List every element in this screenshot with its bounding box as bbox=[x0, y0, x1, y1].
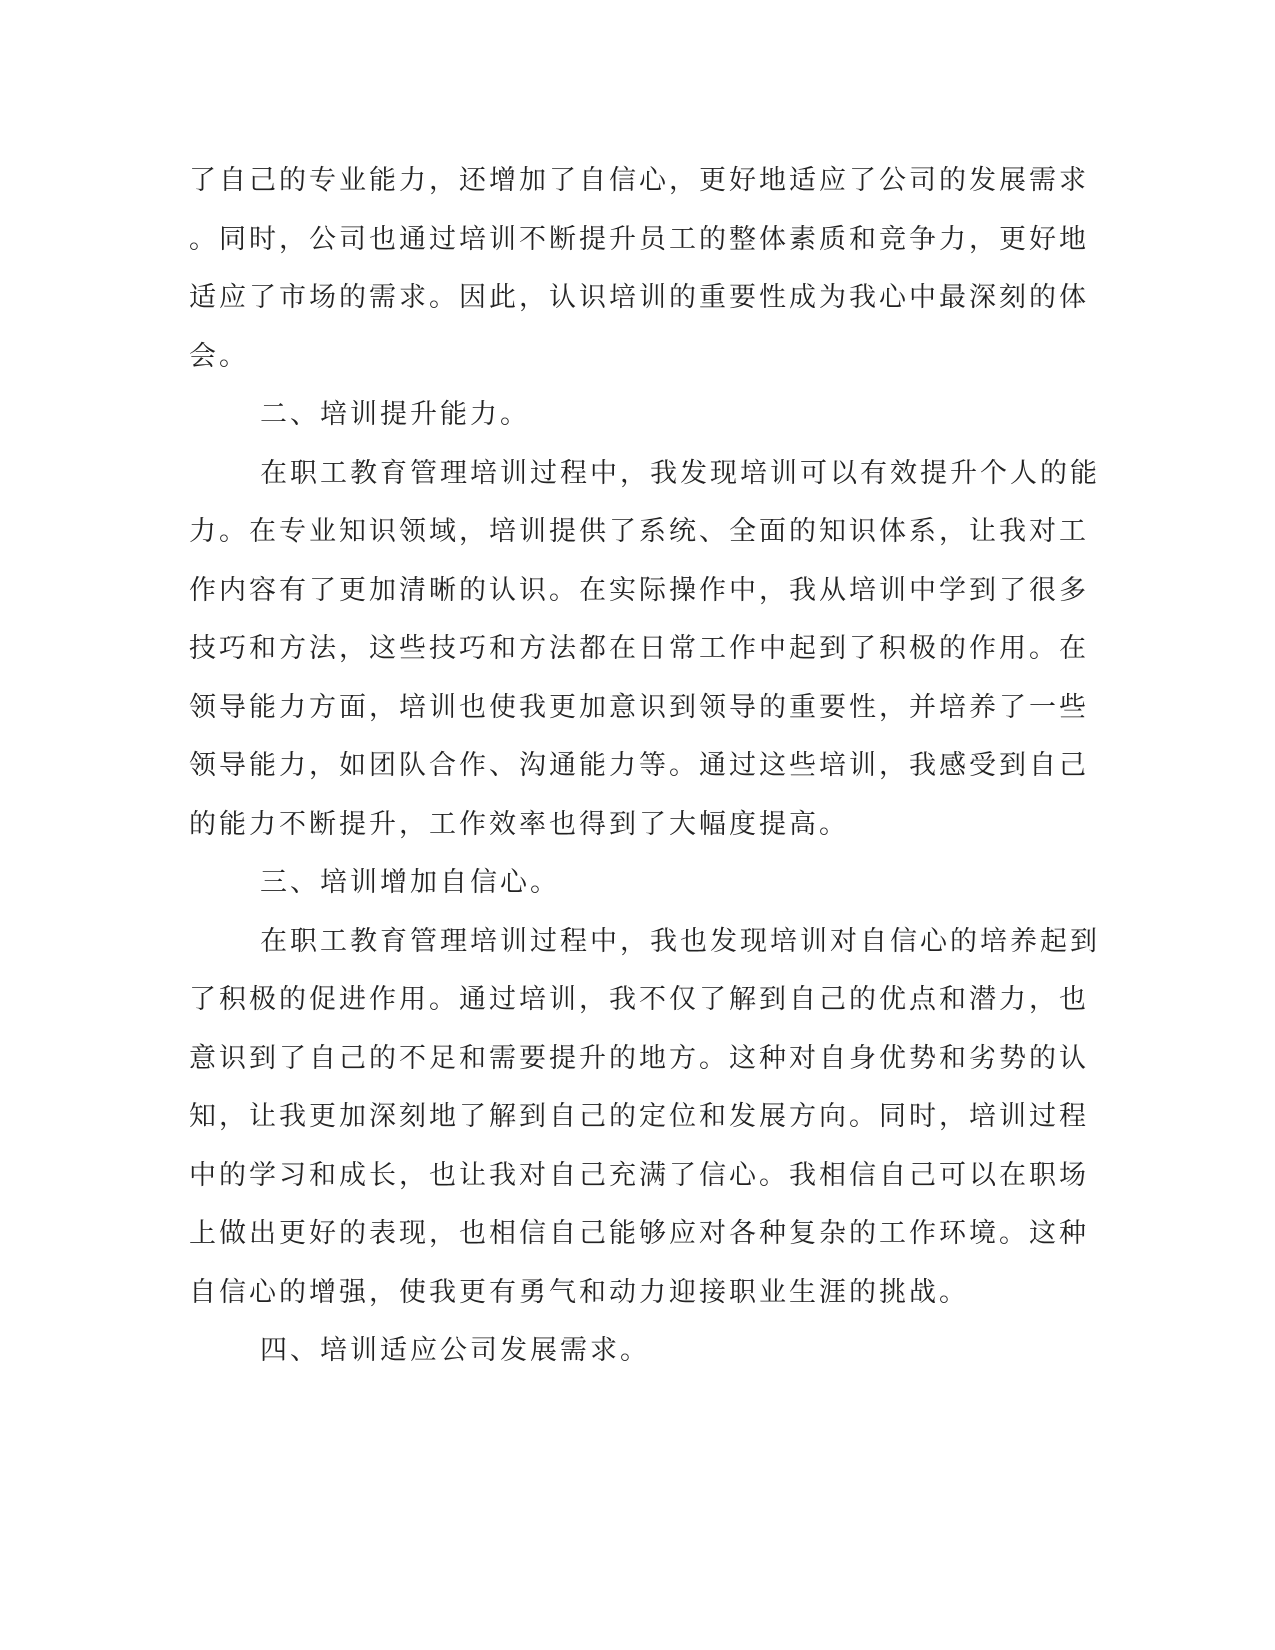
body-text-line: 适应了市场的需求。因此，认识培训的重要性成为我心中最深刻的体 bbox=[189, 282, 1089, 313]
body-text-line: 了积极的促进作用。通过培训，我不仅了解到自己的优点和潜力，也 bbox=[189, 984, 1089, 1015]
section-heading: 三、培训增加自信心。 bbox=[260, 867, 560, 898]
body-text-line: 。同时，公司也通过培训不断提升员工的整体素质和竞争力，更好地 bbox=[189, 224, 1089, 255]
body-text-line: 作内容有了更加清晰的认识。在实际操作中，我从培训中学到了很多 bbox=[189, 575, 1089, 606]
body-text-line: 自信心的增强，使我更有勇气和动力迎接职业生涯的挑战。 bbox=[189, 1277, 969, 1308]
section-heading: 二、培训提升能力。 bbox=[260, 399, 530, 430]
body-text-line: 在职工教育管理培训过程中，我发现培训可以有效提升个人的能 bbox=[260, 458, 1100, 489]
body-text-line: 中的学习和成长，也让我对自己充满了信心。我相信自己可以在职场 bbox=[189, 1160, 1089, 1191]
section-heading: 四、培训适应公司发展需求。 bbox=[260, 1335, 650, 1366]
body-text-line: 领导能力方面，培训也使我更加意识到领导的重要性，并培养了一些 bbox=[189, 692, 1089, 723]
body-text-line: 知，让我更加深刻地了解到自己的定位和发展方向。同时，培训过程 bbox=[189, 1101, 1089, 1132]
body-text-line: 上做出更好的表现，也相信自己能够应对各种复杂的工作环境。这种 bbox=[189, 1218, 1089, 1249]
body-text-line: 在职工教育管理培训过程中，我也发现培训对自信心的培养起到 bbox=[260, 926, 1100, 957]
body-text-line: 意识到了自己的不足和需要提升的地方。这种对自身优势和劣势的认 bbox=[189, 1043, 1089, 1074]
body-text-line: 会。 bbox=[189, 341, 249, 372]
body-text-line: 了自己的专业能力，还增加了自信心，更好地适应了公司的发展需求 bbox=[189, 165, 1089, 196]
body-text-line: 技巧和方法，这些技巧和方法都在日常工作中起到了积极的作用。在 bbox=[189, 633, 1089, 664]
body-text-line: 的能力不断提升，工作效率也得到了大幅度提高。 bbox=[189, 809, 849, 840]
body-text-line: 力。在专业知识领域，培训提供了系统、全面的知识体系，让我对工 bbox=[189, 516, 1089, 547]
body-text-line: 领导能力，如团队合作、沟通能力等。通过这些培训，我感受到自己 bbox=[189, 750, 1089, 781]
